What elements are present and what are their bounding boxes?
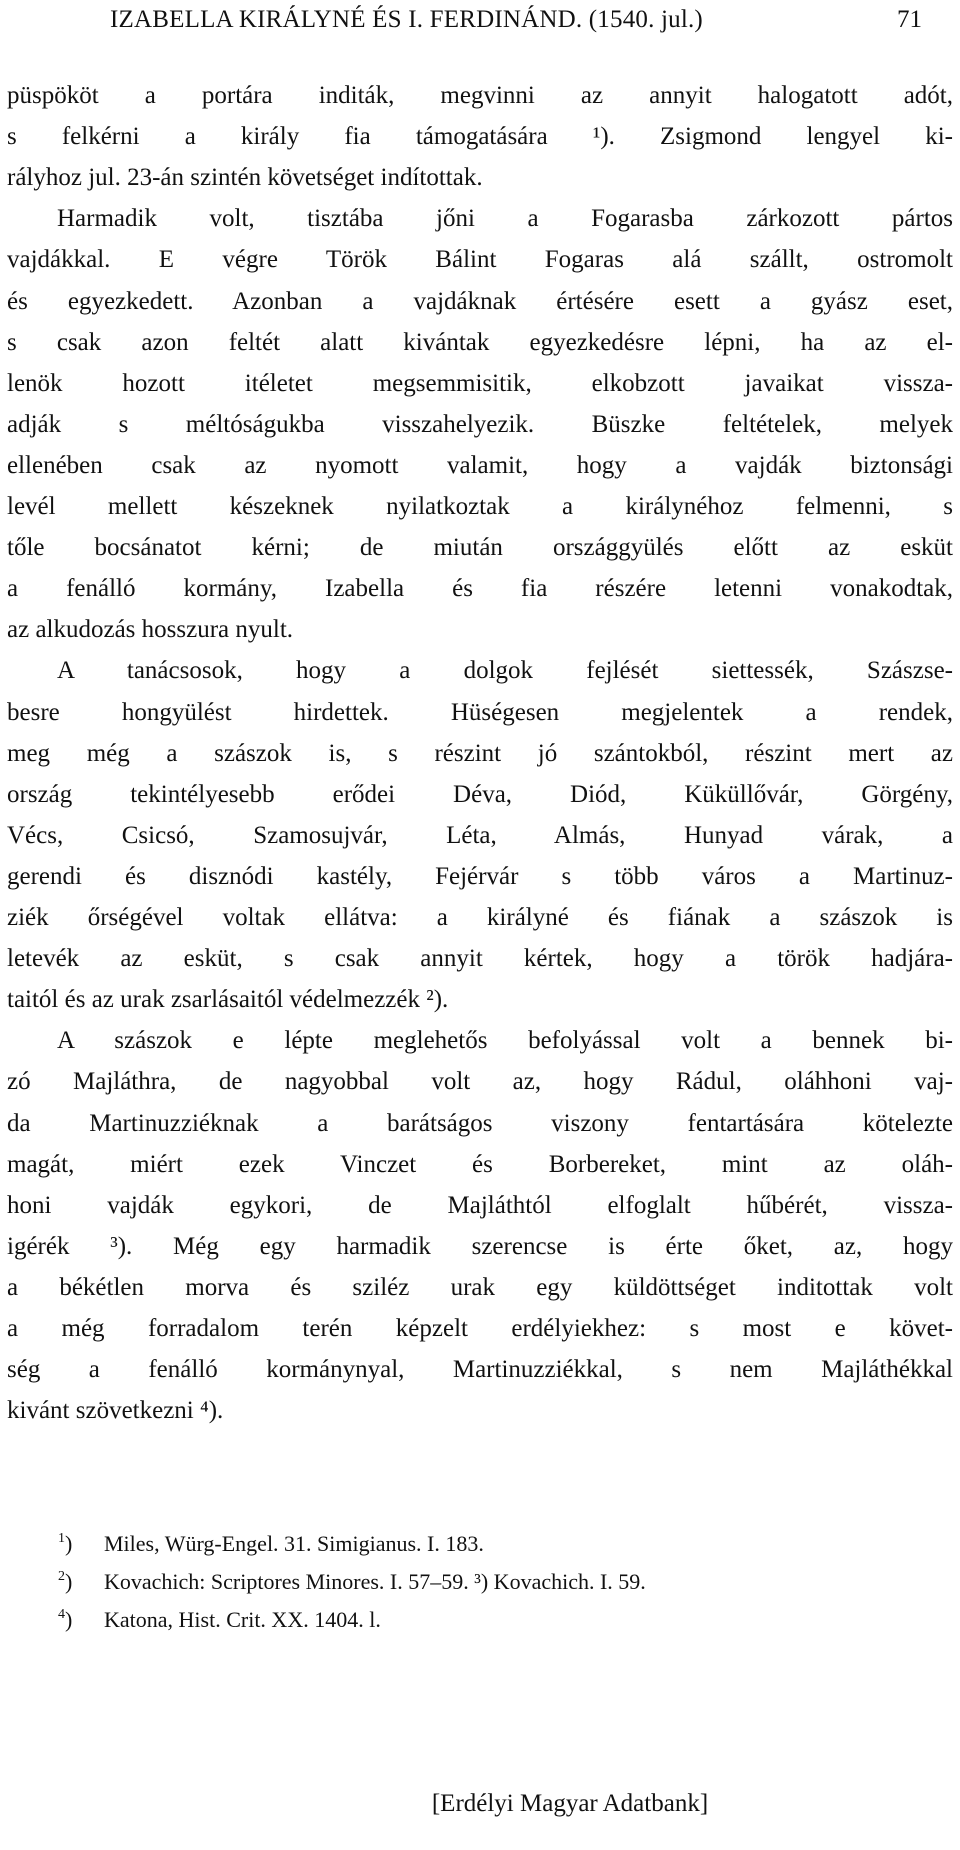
text-line-content: gerendi és disznódi kastély, Fejérvár s több város a Martinuz-: [7, 862, 953, 890]
text-line-content: tőle bocsánatot kérni; de miután országgyülés előtt az esküt: [7, 534, 953, 562]
text-line: [0, 898, 960, 938]
text-line-content: A tanácsosok, hogy a dolgok fejlését siettessék, Szászse-: [57, 657, 953, 685]
text-line: [0, 446, 960, 486]
footnote-marker: $^4$): [58, 1607, 73, 1632]
text-line: [0, 1391, 960, 1431]
running-header: [0, 0, 960, 40]
text-line-content: taitól és az urak zsarlásaitól védelmezzék ²).: [7, 986, 449, 1014]
header-title: IZABELLA KIRÁLYNÉ ÉS I. FERDINÁND. (1540. jul.): [110, 6, 703, 33]
text-line-content: vajdákkal. E végre Török Bálint Fogaras alá szállt, ostromolt: [7, 246, 953, 274]
text-line-content: zó Majláthra, de nagyobbal volt az, hogy Rádul, oláhhoni vaj-: [7, 1068, 953, 1096]
text-line-content: ziék őrségével voltak ellátva: a királyné és fiának a szászok is: [7, 904, 953, 931]
text-line-content: meg még a szászok is, s részint jó szántokból, részint mert az: [7, 739, 953, 767]
text-line: [0, 651, 960, 691]
text-line: [0, 610, 960, 650]
text-line: [0, 1062, 960, 1102]
footnote-marker: $^2$): [58, 1569, 73, 1594]
text-line: [0, 1309, 960, 1349]
text-line-content: A szászok e lépte meglehetős befolyással volt a bennek bi-: [57, 1027, 953, 1055]
text-line: [0, 199, 960, 239]
text-line: [0, 1268, 960, 1308]
text-line-content: a fenálló kormány, Izabella és fia részére letenni vonakodtak,: [7, 575, 953, 603]
text-line-content: kivánt szövetkezni ⁴).: [7, 1397, 224, 1425]
text-line: [0, 528, 960, 568]
footnote-text: Katona, Hist. Crit. XX. 1404. l.: [104, 1607, 381, 1632]
footnote: [58, 1525, 484, 1563]
text-line-content: levél mellett készeknek nyilatkoztak a királynéhoz felmenni, s: [7, 493, 953, 520]
text-line-content: adják s méltóságukba visszahelyezik. Büszke feltételek, melyek: [7, 410, 953, 438]
text-line-content: s csak azon feltét alatt kivántak egyezkedésre lépni, ha az el-: [7, 328, 953, 356]
text-line-content: igérék ³). Még egy harmadik szerencse is érte őket, az, hogy: [7, 1232, 953, 1260]
text-line: [0, 1186, 960, 1226]
page-number: 71: [897, 6, 922, 33]
text-line: [0, 487, 960, 527]
text-line-content: rályhoz jul. 23-án szintén követséget indítottak.: [7, 164, 483, 192]
text-line: [0, 569, 960, 609]
text-line-content: s felkérni a király fia támogatására ¹). Zsigmond lengyel ki-: [7, 123, 953, 151]
text-line: [0, 282, 960, 322]
text-line: [0, 775, 960, 815]
text-line-content: ország tekintélyesebb erődei Déva, Diód, Küküllővár, Görgény,: [7, 780, 953, 808]
text-line: [0, 693, 960, 733]
text-line: [0, 1145, 960, 1185]
text-line-content: besre hongyülést hirdettek. Hüségesen megjelentek a rendek,: [7, 698, 953, 726]
text-line-content: da Martinuzziéknak a barátságos viszony fentartására kötelezte: [7, 1109, 953, 1137]
text-line-content: magát, miért ezek Vinczet és Borbereket, mint az oláh-: [7, 1150, 953, 1178]
text-line-content: a még forradalom terén képzelt erdélyiekhez: s most e követ-: [7, 1315, 953, 1342]
footnote: [58, 1601, 381, 1639]
text-line-content: letevék az esküt, s csak annyit kértek, hogy a török hadjára-: [7, 945, 953, 973]
text-line: [0, 1021, 960, 1061]
text-line: [0, 734, 960, 774]
text-line-content: ség a fenálló kormánynyal, Martinuzziékkal, s nem Majláthékkal: [7, 1356, 953, 1384]
text-line-content: honi vajdák egykori, de Majláthtól elfoglalt hűbérét, vissza-: [7, 1191, 953, 1219]
text-line-content: a békétlen morva és sziléz urak egy küldöttséget inditottak volt: [7, 1273, 953, 1301]
text-line: [0, 364, 960, 404]
footnote: [58, 1563, 646, 1601]
text-line-content: az alkudozás hosszura nyult.: [7, 616, 294, 644]
text-line: [0, 857, 960, 897]
text-line-content: és egyezkedett. Azonban a vajdáknak értésére esett a gyász eset,: [7, 287, 953, 315]
text-line: [0, 76, 960, 116]
footnote-number: 1: [58, 1531, 65, 1546]
text-line: [0, 158, 960, 198]
footnote-marker: $^1$): [58, 1531, 73, 1556]
text-line-content: Harmadik volt, tisztába jőni a Fogarasba zárkozott pártos: [57, 205, 953, 233]
text-line: [0, 1104, 960, 1144]
text-line: [0, 405, 960, 445]
text-line: [0, 1350, 960, 1390]
footnote-text: Kovachich: Scriptores Minores. I. 57–59. ³) Kovachich. I. 59.: [104, 1569, 646, 1594]
text-line: [0, 980, 960, 1020]
text-line: [0, 323, 960, 363]
text-line: [0, 816, 960, 856]
text-line: [0, 240, 960, 280]
footer-source: [Erdélyi Magyar Adatbank]: [431, 1790, 709, 1817]
text-line: [0, 117, 960, 157]
text-line-content: ellenében csak az nyomott valamit, hogy a vajdák biztonsági: [7, 451, 953, 479]
text-line: [0, 939, 960, 979]
footnote-number: 2: [58, 1569, 65, 1584]
text-line-content: Vécs, Csicsó, Szamosujvár, Léta, Almás, Hunyad várak, a: [7, 821, 953, 849]
text-line-content: lenök hozott itéletet megsemmisitik, elkobzott javaikat vissza-: [7, 369, 953, 397]
text-line-content: püspököt a portára inditák, megvinni az annyit halogatott adót,: [7, 82, 953, 109]
footnote-number: 4: [58, 1607, 65, 1622]
footnote-text: Miles, Würg-Engel. 31. Simigianus. I. 183.: [104, 1531, 484, 1556]
text-line: [0, 1227, 960, 1267]
